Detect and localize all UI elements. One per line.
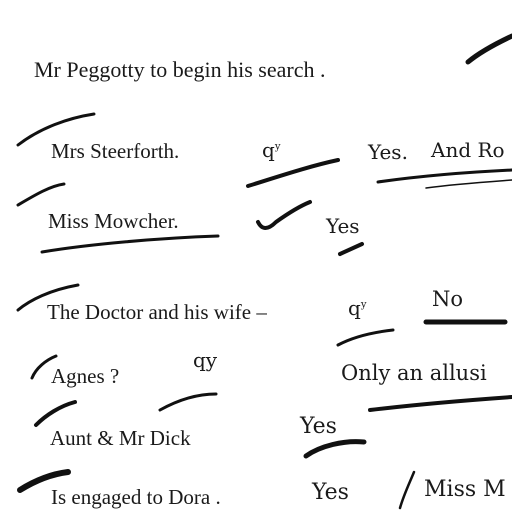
query-mark: q <box>262 138 275 162</box>
row-answer-engaged-to-dora: Yes <box>312 480 349 505</box>
query-mark-superscript: y <box>274 141 281 153</box>
row-answer-agnes: Only an allusi <box>341 361 487 385</box>
pen-stroke-row6-slash <box>400 472 414 508</box>
query-mark-superscript: y <box>360 299 367 311</box>
row-label-agnes: Agnes ? <box>51 364 120 388</box>
pen-stroke-row1-answer-underline <box>378 170 512 182</box>
pen-stroke-row5-answer-underline <box>306 442 364 456</box>
row-answer-doctor-and-wife: No <box>432 287 464 311</box>
row-extra-mrs-steerforth: And Ro <box>431 138 505 162</box>
pen-stroke-row4-answer-underline <box>370 397 512 410</box>
row-extra-engaged-to-dora: Miss M <box>424 477 506 502</box>
pen-stroke-row1-extra-underline <box>426 180 512 188</box>
pen-stroke-row2-check <box>258 202 310 228</box>
row-query-doctor-and-wife <box>348 298 366 318</box>
row-query-mrs-steerforth <box>262 140 280 160</box>
row-answer-aunt-and-mr-dick: Yes <box>300 414 337 439</box>
pen-stroke-row2-answer-mark <box>340 244 362 254</box>
pen-stroke-row3-query-mark <box>338 330 393 345</box>
query-mark: q <box>348 296 361 320</box>
row-label-doctor-and-wife: The Doctor and his wife – <box>47 300 267 324</box>
document-heading: Mr Peggotty to begin his search . <box>34 57 326 82</box>
row-query-agnes: qy <box>193 348 218 372</box>
row-label-aunt-and-mr-dick: Aunt & Mr Dick <box>50 426 191 450</box>
pen-stroke-row2-tick <box>18 184 64 205</box>
pen-stroke-top-right <box>468 36 512 62</box>
row-label-engaged-to-dora: Is engaged to Dora . <box>51 485 221 509</box>
pen-stroke-row4-query-mark <box>160 394 216 410</box>
pen-stroke-row5-tick <box>36 402 75 425</box>
row-label-mrs-steerforth: Mrs Steerforth. <box>51 139 180 163</box>
row-answer-miss-mowcher: Yes <box>326 214 360 238</box>
row-answer-mrs-steerforth: Yes. <box>368 140 408 164</box>
row-label-miss-mowcher: Miss Mowcher. <box>48 209 179 233</box>
pen-stroke-row2-label-underline <box>42 236 218 252</box>
pen-stroke-row1-query-underline <box>248 160 338 186</box>
